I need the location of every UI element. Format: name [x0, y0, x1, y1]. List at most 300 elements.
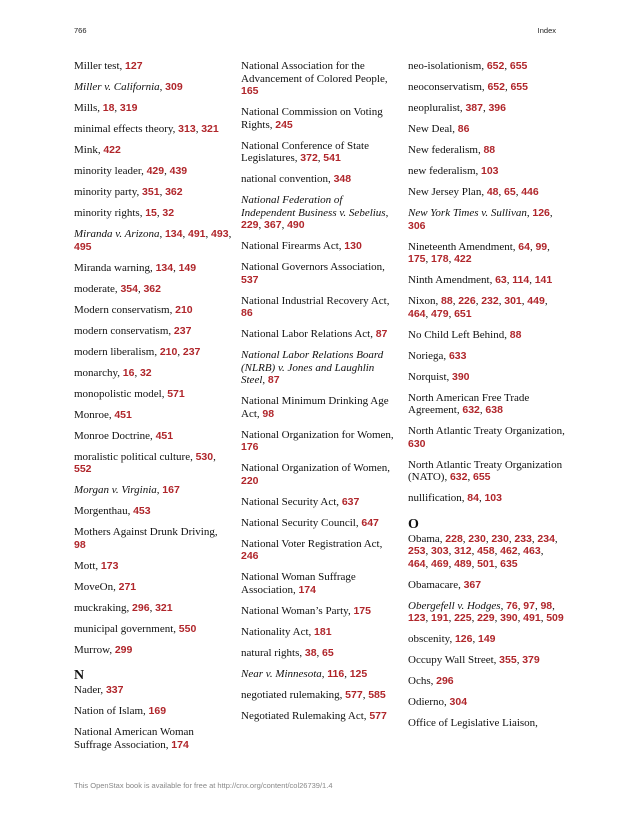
index-entry [241, 496, 399, 509]
page-reference-link[interactable]: 463 [523, 545, 541, 557]
page-reference-link[interactable]: 313 [178, 123, 196, 135]
index-entry: New York Times v. Sullivan, 126, 306 [408, 207, 553, 232]
index-term: Ochs, [408, 675, 437, 687]
index-entry [241, 462, 399, 487]
index-term: Monroe Doctrine, [74, 429, 156, 442]
page-reference-link[interactable]: 38 [304, 646, 317, 659]
index-entry [74, 409, 232, 422]
index-term: National Governors Association, [241, 261, 385, 273]
index-term: minimal effects theory, [74, 123, 179, 135]
index-term: National Organization for Women, [241, 428, 394, 441]
page-reference-link[interactable]: 210 [159, 345, 178, 358]
index-term: New federalism, [408, 144, 484, 156]
index-term: Norquist, [408, 370, 452, 383]
index-entry: negotiated rulemaking, 577, 585 [241, 688, 386, 701]
index-term: National Minimum Drinking Age Act, [241, 395, 389, 420]
index-entry [408, 675, 566, 688]
index-term: National Industrial Recovery Act, [241, 294, 390, 307]
page-reference-link[interactable]: 86 [457, 123, 470, 135]
page-reference-link[interactable]: 362 [165, 186, 183, 198]
index-entry [74, 623, 232, 636]
page-reference-link[interactable]: 537 [241, 273, 259, 286]
index-entry: muckraking, 296, 321 [74, 601, 173, 614]
page-reference-link[interactable]: 552 [74, 463, 92, 475]
index-entry [241, 538, 399, 563]
index-term: National Security Act, [241, 495, 342, 508]
index-entry [241, 517, 399, 530]
page-reference-link[interactable]: 169 [148, 705, 167, 717]
page-reference-link[interactable]: 126 [532, 207, 550, 219]
page-reference-link[interactable]: 451 [155, 429, 174, 442]
page-reference-link[interactable]: 234 [537, 532, 555, 545]
index-term: Mothers Against Drunk Driving, [74, 526, 218, 538]
page-reference-link[interactable]: 464 [408, 557, 426, 570]
index-term: natural rights, [241, 646, 305, 659]
page-reference-link[interactable]: 123 [408, 612, 426, 624]
page-reference-link[interactable]: 149 [178, 261, 197, 274]
page-reference-link[interactable]: 306 [408, 219, 426, 232]
page-reference-link[interactable]: 141 [534, 274, 553, 286]
index-term: National Firearms Act, [241, 240, 345, 252]
index-entry [408, 717, 566, 730]
index-entry [74, 684, 232, 697]
index-term: North Atlantic Treaty Organization, [408, 425, 565, 437]
page-reference-link[interactable]: 229 [477, 612, 495, 624]
index-entry: moderate, 354, 362 [74, 282, 161, 295]
index-entry: Obama, 228, 230, 230, 233, 234, 253, 303, 312, 458, 462, 463, 464, 469, 489, 501, 635 [408, 532, 558, 570]
index-entry: neoconservatism, 652, 655 [408, 81, 528, 93]
page-reference-link[interactable]: 125 [349, 667, 368, 680]
index-entry [241, 395, 399, 420]
index-term: moralistic political culture, [74, 450, 196, 463]
page-reference-link[interactable]: 348 [333, 173, 352, 185]
index-entry: North American Free Trade Agreement, 632, 638 [408, 391, 530, 416]
page-reference-link[interactable]: 127 [125, 60, 143, 72]
page-reference-link[interactable]: 396 [488, 102, 506, 114]
index-entry [74, 644, 232, 657]
page-reference-link[interactable]: 309 [165, 81, 183, 93]
page-reference-link[interactable]: 167 [162, 484, 180, 496]
index-entry [241, 173, 399, 186]
page-reference-link[interactable]: 232 [481, 295, 499, 307]
page-reference-link[interactable]: 220 [241, 474, 259, 487]
page-reference-link[interactable]: 337 [105, 684, 124, 696]
index-entry: moralistic political culture, 530, 552 [74, 450, 216, 475]
page-reference-link[interactable]: 446 [521, 186, 539, 198]
index-entry: Ninth Amendment, 63, 114, 141 [408, 274, 553, 286]
index-entry: Mills, 18, 319 [74, 102, 138, 114]
page-reference-link[interactable]: 246 [241, 550, 259, 562]
page-reference-link[interactable]: 114 [512, 274, 530, 286]
index-term: Miranda v. Arizona [74, 228, 160, 240]
page-reference-link[interactable]: 632 [449, 471, 468, 483]
page-reference-link[interactable]: 372 [300, 152, 318, 164]
section-title: Index [537, 26, 556, 35]
index-term: Miller test, [74, 60, 126, 72]
page-reference-link[interactable]: 638 [485, 404, 503, 416]
index-term: Office of Legislative Liaison, [408, 717, 538, 729]
index-entry [408, 165, 566, 178]
index-term: minority leader, [74, 165, 147, 177]
index-term: muckraking, [74, 601, 133, 614]
index-term: New York Times v. Sullivan [408, 207, 527, 219]
index-term: Miranda warning, [74, 261, 156, 274]
index-term: Noriega, [408, 349, 449, 362]
index-entry: minority leader, 429, 439 [74, 165, 188, 177]
index-term: Miller v. California [74, 81, 160, 93]
page-reference-link[interactable]: 491 [523, 612, 541, 624]
index-entry [74, 560, 232, 573]
page-reference-link[interactable]: 387 [465, 102, 483, 114]
page-reference-link[interactable]: 88 [441, 295, 453, 307]
index-term: National Voter Registration Act, [241, 537, 383, 550]
page-reference-link[interactable]: 321 [155, 601, 173, 614]
index-entry [408, 123, 566, 136]
index-entry: Occupy Wall Street, 355, 379 [408, 654, 540, 666]
index-entry: New Jersey Plan, 48, 65, 446 [408, 186, 539, 198]
page-reference-link[interactable]: 16 [122, 366, 135, 379]
index-column-2 [241, 60, 399, 731]
page-reference-link[interactable]: 469 [431, 557, 449, 570]
index-entry [241, 240, 399, 253]
page-reference-link[interactable]: 651 [454, 307, 472, 320]
index-entry: natural rights, 38, 65 [241, 646, 334, 659]
index-term: monarchy, [74, 366, 123, 379]
page-reference-link[interactable]: 225 [454, 612, 472, 624]
index-term: minority rights, [74, 207, 146, 219]
page-reference-link[interactable]: 32 [162, 207, 175, 219]
index-term: nullification, [408, 492, 468, 504]
page-reference-link[interactable]: 362 [143, 282, 161, 295]
page-reference-link[interactable]: 571 [167, 387, 185, 400]
index-term: Mott, [74, 559, 101, 572]
page-reference-link[interactable]: 84 [467, 492, 479, 504]
page-reference-link[interactable]: 655 [509, 60, 528, 72]
page-reference-link[interactable]: 174 [171, 738, 189, 751]
page-reference-link[interactable]: 130 [344, 240, 362, 252]
page-reference-link[interactable]: 134 [155, 261, 174, 274]
page-reference-link[interactable]: 319 [119, 102, 138, 114]
index-term: monopolistic model, [74, 387, 168, 400]
page-reference-link[interactable]: 15 [145, 207, 157, 219]
index-term: new federalism, [408, 165, 481, 177]
index-term: National Organization of Women, [241, 462, 391, 474]
index-term: MoveOn, [74, 580, 119, 593]
index-term: National Security Council, [241, 516, 362, 529]
page-reference-link[interactable]: 226 [458, 295, 476, 307]
index-entry [74, 144, 232, 157]
index-entry: Near v. Minnesota, 116, 125 [241, 667, 368, 680]
index-term: modern liberalism, [74, 345, 160, 358]
index-term: Mills, [74, 102, 103, 114]
page-reference-link[interactable]: 303 [431, 545, 449, 557]
index-entry [408, 329, 566, 342]
page-reference-link[interactable]: 312 [454, 545, 472, 557]
index-term: National American Woman Suffrage Association, [74, 726, 194, 751]
index-term: obscenity, [408, 633, 455, 645]
index-entry: National Federation of Independent Business v. Sebelius, 229, 367, 490 [241, 194, 389, 231]
page-reference-link[interactable]: 178 [431, 253, 449, 265]
page-reference-link[interactable]: 126 [454, 633, 473, 645]
page-reference-link[interactable]: 451 [114, 408, 132, 421]
index-entry: Miranda v. Arizona, 134, 491, 493, 495 [74, 228, 232, 253]
index-column-1 [74, 60, 232, 760]
index-entry [74, 726, 232, 751]
index-entry [241, 605, 399, 618]
page-reference-link[interactable]: 98 [262, 407, 275, 420]
page-reference-link[interactable]: 99 [535, 240, 548, 253]
page-reference-link[interactable]: 86 [241, 307, 253, 319]
page-reference-link[interactable]: 495 [74, 240, 92, 253]
index-entry [408, 371, 566, 384]
page-reference-link[interactable]: 32 [139, 366, 152, 379]
index-entry: Nineteenth Amendment, 64, 99, 175, 178, 422 [408, 240, 550, 265]
page-reference-link[interactable]: 304 [449, 696, 468, 708]
index-term: National Woman Suffrage Association, [241, 571, 356, 596]
index-term: Ninth Amendment, [408, 274, 496, 286]
page-reference-link[interactable]: 175 [408, 253, 426, 265]
index-term: New Jersey Plan, [408, 186, 487, 198]
page-reference-link[interactable]: 228 [445, 532, 463, 545]
index-entry [408, 696, 566, 709]
page-reference-link[interactable]: 174 [298, 583, 316, 596]
page-reference-link[interactable]: 509 [546, 612, 564, 624]
index-term: Negotiated Rulemaking Act, [241, 709, 370, 722]
index-term: Nationality Act, [241, 625, 315, 638]
index-entry [408, 144, 566, 157]
page-reference-link[interactable]: 354 [120, 282, 138, 295]
index-entry [408, 350, 566, 363]
page-reference-link[interactable]: 632 [462, 404, 480, 416]
index-term: Near v. Minnesota [241, 667, 322, 680]
index-entry [241, 328, 399, 341]
page-reference-link[interactable]: 577 [369, 709, 387, 722]
index-term: Obamacare, [408, 578, 464, 591]
page-reference-link[interactable]: 18 [102, 102, 115, 114]
page-reference-link[interactable]: 429 [146, 165, 165, 177]
index-term: North Atlantic Treaty Organization (NATO), [408, 458, 563, 483]
page-reference-link[interactable]: 489 [454, 557, 472, 570]
index-term: municipal government, [74, 622, 179, 635]
index-term: Odierno, [408, 696, 450, 708]
page-reference-link[interactable]: 422 [454, 253, 472, 265]
index-term: No Child Left Behind, [408, 328, 510, 341]
page-reference-link[interactable]: 191 [431, 612, 449, 624]
page-reference-link[interactable]: 97 [523, 599, 535, 612]
index-entry [241, 261, 399, 286]
page-reference-link[interactable]: 652 [486, 60, 505, 72]
index-term: neo-isolationism, [408, 60, 487, 72]
index-term: New Deal, [408, 123, 458, 135]
page-reference-link[interactable]: 633 [448, 349, 467, 362]
page-reference-link[interactable]: 493 [211, 228, 229, 240]
index-entry: Morgan v. Virginia, 167 [74, 484, 180, 496]
page-reference-link[interactable]: 585 [368, 688, 386, 701]
page-number: 766 [74, 26, 87, 35]
index-entry [408, 425, 566, 450]
page-reference-link[interactable]: 63 [495, 274, 507, 286]
index-entry: neopluralist, 387, 396 [408, 102, 506, 114]
index-entry: monarchy, 16, 32 [74, 366, 152, 379]
page-reference-link[interactable]: 550 [178, 622, 197, 635]
index-term: national convention, [241, 173, 334, 185]
index-entry [241, 429, 399, 454]
index-entry: Obergefell v. Hodges, 76, 97, 98, 123, 191, 225, 229, 390, 491, 509 [408, 599, 564, 624]
page-reference-link[interactable]: 490 [287, 219, 305, 231]
page-reference-link[interactable]: 65 [504, 186, 516, 198]
index-entry [241, 295, 399, 320]
index-entry [74, 304, 232, 317]
index-entry [74, 505, 232, 518]
page-reference-link[interactable]: 230 [468, 532, 486, 545]
page-reference-link[interactable]: 98 [540, 599, 553, 612]
index-term: modern conservatism, [74, 324, 174, 337]
index-entry: National Labor Relations Board (NLRB) v. Jones and Laughlin Steel, 87 [241, 349, 384, 386]
index-term: National Labor Relations Board (NLRB) v. Jones and Laughlin Steel [241, 349, 384, 386]
page-reference-link[interactable]: 134 [164, 228, 183, 240]
page-reference-link[interactable]: 637 [341, 495, 360, 508]
page-reference-link[interactable]: 296 [436, 675, 454, 687]
page-reference-link[interactable]: 321 [201, 123, 219, 135]
index-entry [74, 581, 232, 594]
index-entry [241, 60, 399, 98]
page-reference-link[interactable]: 351 [142, 186, 160, 198]
page-reference-link[interactable]: 647 [361, 516, 379, 529]
page-reference-link[interactable]: 181 [314, 625, 332, 638]
page-reference-link[interactable]: 76 [506, 599, 518, 612]
index-term: National Federation of Independent Business v. Sebelius [241, 194, 386, 219]
page-reference-link[interactable]: 88 [483, 144, 496, 156]
page-reference-link[interactable]: 175 [353, 604, 371, 617]
page-reference-link[interactable]: 449 [527, 295, 545, 307]
index-entry: neo-isolationism, 652, 655 [408, 60, 528, 72]
page-reference-link[interactable]: 367 [264, 219, 282, 231]
index-entry: minimal effects theory, 313, 321 [74, 123, 219, 135]
index-entry [241, 626, 399, 639]
page-reference-link[interactable]: 301 [504, 295, 522, 307]
page-reference-link[interactable]: 116 [327, 667, 345, 680]
page-reference-link[interactable]: 458 [477, 545, 495, 557]
index-column-3 [408, 60, 566, 738]
page-reference-link[interactable]: 103 [481, 165, 499, 177]
page-reference-link[interactable]: 48 [486, 186, 499, 198]
page-reference-link[interactable]: 233 [514, 532, 532, 545]
page-reference-link[interactable]: 98 [74, 538, 86, 551]
index-term: Monroe, [74, 408, 115, 421]
index-term: negotiated rulemaking, [241, 688, 346, 701]
page-reference-link[interactable]: 103 [484, 492, 502, 504]
page-reference-link[interactable]: 64 [518, 240, 530, 253]
page-reference-link[interactable]: 245 [275, 118, 293, 131]
page-reference-link[interactable]: 87 [375, 328, 388, 340]
page-reference-link[interactable]: 237 [173, 324, 192, 337]
page-reference-link[interactable]: 453 [133, 505, 151, 517]
index-entry [74, 430, 232, 443]
page-reference-link[interactable]: 296 [132, 601, 150, 614]
index-term: National Labor Relations Act, [241, 328, 376, 340]
page-reference-link[interactable]: 355 [499, 654, 517, 666]
page-reference-link[interactable]: 210 [175, 303, 193, 316]
page-reference-link[interactable]: 65 [322, 646, 334, 659]
page-reference-link[interactable]: 655 [473, 471, 491, 483]
page-reference-link[interactable]: 652 [487, 81, 505, 93]
page-reference-link[interactable]: 422 [103, 144, 121, 156]
page-reference-link[interactable]: 176 [241, 441, 259, 453]
index-entry: minority party, 351, 362 [74, 186, 183, 198]
index-term: National Conference of State Legislatures, [241, 139, 369, 164]
index-entry: obscenity, 126, 149 [408, 633, 496, 645]
page-reference-link[interactable]: 635 [500, 557, 518, 570]
index-entry [408, 579, 566, 592]
index-term: Murrow, [74, 643, 115, 656]
index-entry [241, 710, 399, 723]
index-term: National Association for the Advancement of Colored People, [241, 60, 388, 85]
page-reference-link[interactable]: 630 [408, 437, 426, 450]
index-entry [74, 60, 232, 73]
index-term: North American Free Trade Agreement, [408, 391, 530, 416]
index-entry: nullification, 84, 103 [408, 492, 502, 504]
index-letter-heading: O [408, 516, 419, 532]
page-reference-link[interactable]: 390 [500, 612, 518, 624]
index-entry [241, 106, 399, 131]
page-reference-link[interactable]: 462 [500, 545, 518, 557]
page-reference-link[interactable]: 271 [118, 580, 137, 593]
index-entry [74, 705, 232, 718]
index-letter-heading: N [74, 668, 85, 683]
index-term: Nixon, [408, 295, 441, 307]
page-reference-link[interactable]: 439 [169, 165, 188, 177]
page-reference-link[interactable]: 655 [510, 81, 528, 93]
index-term: Nineteenth Amendment, [408, 240, 519, 253]
index-term: Obama, [408, 532, 446, 545]
index-term: Mink, [74, 144, 104, 156]
page-reference-link[interactable]: 577 [345, 688, 363, 701]
index-term: neoconservatism, [408, 81, 488, 93]
page-reference-link[interactable]: 299 [114, 643, 133, 656]
page-reference-link[interactable]: 173 [100, 559, 119, 572]
index-entry [74, 388, 232, 401]
page-reference-link[interactable]: 501 [477, 557, 495, 570]
footer-note: This OpenStax book is available for free at http://cnx.org/content/col26739/1.4 [74, 781, 333, 790]
index-entry: National Conference of State Legislatures, 372, 541 [241, 139, 369, 164]
page-reference-link[interactable]: 88 [509, 328, 522, 341]
page-reference-link[interactable]: 229 [241, 219, 259, 231]
index-term: Nation of Islam, [74, 705, 149, 717]
index-term: Nader, [74, 684, 106, 696]
index-term: moderate, [74, 282, 121, 295]
index-term: neopluralist, [408, 102, 466, 114]
index-entry: Nixon, 88, 226, 232, 301, 449, 464, 479, 651 [408, 295, 548, 320]
index-entry [241, 571, 399, 596]
page-reference-link[interactable]: 87 [267, 374, 280, 386]
page-reference-link[interactable]: 149 [477, 633, 496, 645]
page-reference-link[interactable]: 541 [323, 152, 341, 164]
page-reference-link[interactable]: 253 [408, 545, 426, 557]
page-reference-link[interactable]: 464 [408, 307, 426, 320]
page-reference-link[interactable]: 367 [463, 578, 482, 591]
page-reference-link[interactable]: 230 [491, 532, 509, 545]
page-reference-link[interactable]: 479 [431, 307, 449, 320]
index-term: minority party, [74, 186, 143, 198]
page-reference-link[interactable]: 530 [195, 450, 214, 463]
page-reference-link[interactable]: 237 [182, 345, 201, 358]
index-term: Modern conservatism, [74, 303, 176, 316]
page-reference-link[interactable]: 379 [522, 654, 540, 666]
page-reference-link[interactable]: 165 [241, 85, 259, 97]
page-reference-link[interactable]: 390 [452, 370, 470, 383]
index-entry: modern liberalism, 210, 237 [74, 345, 201, 358]
page-reference-link[interactable]: 491 [188, 228, 206, 240]
